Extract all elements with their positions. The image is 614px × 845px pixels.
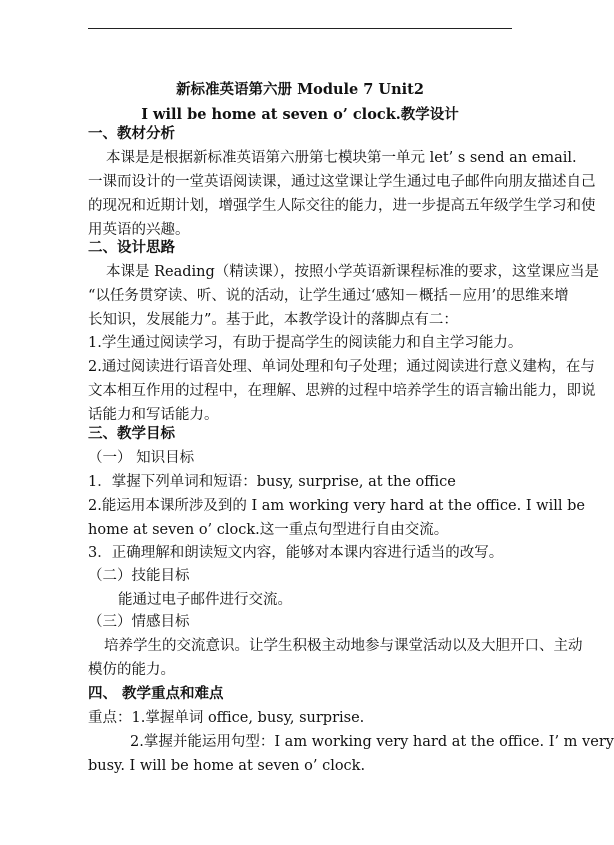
paragraph-line: 文本相互作用的过程中，在理解、思辨的过程中培养学生的语言输出能力，即说 [88,383,596,399]
header-rule [88,28,512,29]
list-item: 2.能运用本课所涉及到的 I am working very hard at the office. I will be [88,498,585,514]
subsection-heading: （二）技能目标 [88,568,190,584]
paragraph-line: “以任务贯穿读、听、说的活动，让学生通过‘感知－概括－应用’的思维来增 [88,288,569,304]
list-item: 1．掌握下列单词和短语：busy, surprise, at the office [88,474,456,490]
paragraph-line: 重点：1.掌握单词 office, busy, surprise. [88,710,365,726]
section-heading-3: 三、教学目标 [88,425,175,442]
paragraph-line: 用英语的兴趣。 [88,222,190,238]
paragraph-line: busy. I will be home at seven o’ clock. [88,758,366,774]
section-heading-1: 一、教材分析 [88,125,175,142]
paragraph-line: home at seven o’ clock.这一重点句型进行自由交流。 [88,522,449,538]
list-item: 3．正确理解和朗读短文内容，能够对本课内容进行适当的改写。 [88,545,504,561]
list-item: 1.学生通过阅读学习，有助于提高学生的阅读能力和自主学习能力。 [88,335,523,351]
paragraph-line: 能通过电子邮件进行交流。 [118,592,292,608]
document-subtitle: I will be home at seven o’ clock.教学设计 [141,106,459,123]
paragraph-line: 2.掌握并能运用句型：I am working very hard at the office. I’ m very [130,734,614,750]
list-item: 2.通过阅读进行语音处理、单词处理和句子处理；通过阅读进行意义建构，在与 [88,359,595,375]
paragraph-line: 本课是 Reading（精读课），按照小学英语新课程标准的要求，这堂课应当是 [106,264,600,280]
paragraph-line: 长知识，发展能力”。基于此，本教学设计的落脚点有二： [88,312,458,328]
paragraph-line: 一课而设计的一堂英语阅读课，通过这堂课让学生通过电子邮件向朋友描述自己 [88,174,596,190]
subsection-heading: （一） 知识目标 [88,450,195,466]
section-heading-4: 四、 教学重点和难点 [88,685,224,702]
paragraph-line: 本课是是根据新标准英语第六册第七模块第一单元 let’ s send an email. [106,150,577,166]
paragraph-line: 的现况和近期计划，增强学生人际交往的能力，进一步提高五年级学生学习和使 [88,198,596,214]
document-title: 新标准英语第六册 Module 7 Unit2 [176,81,424,98]
paragraph-line: 话能力和写话能力。 [88,407,219,423]
subsection-heading: （三）情感目标 [88,614,190,630]
paragraph-line: 培养学生的交流意识。让学生积极主动地参与课堂活动以及大胆开口、主动 [104,638,583,654]
paragraph-line: 模仿的能力。 [88,662,175,678]
section-heading-2: 二、设计思路 [88,239,175,256]
